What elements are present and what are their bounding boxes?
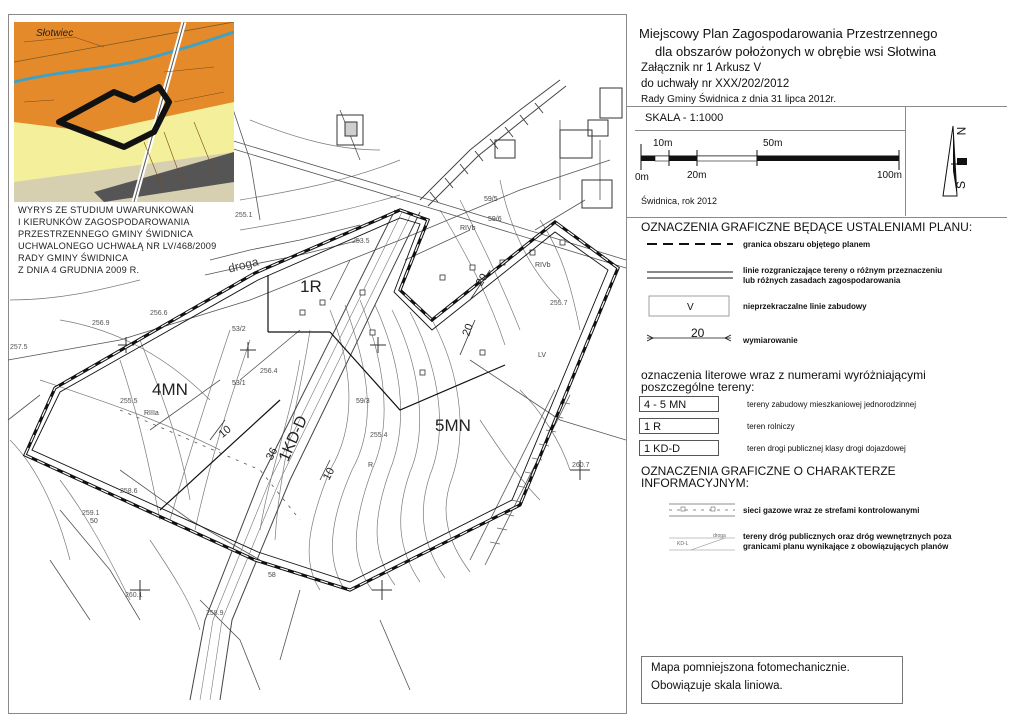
zones-heading-line2: poszczególne tereny: [641,380,755,394]
zone-desc-r: teren rolniczy [747,422,795,431]
zone-code-kdd: 1 KD-D [639,440,719,456]
wyrys-caption-line: PRZESTRZENNEGO GMINY ŚWIDNICA [18,229,194,239]
contour-label: 255.7 [550,300,568,307]
parcel-label: RIVb [460,225,476,232]
scale-tick-10m: 10m [653,138,673,149]
plan-title-line3: Załącznik nr 1 Arkusz V [641,62,762,74]
parcel-label: 59/5 [484,196,498,203]
parcel-label: 50 [90,518,98,525]
parcel-label: 59/6 [488,216,502,223]
legend-panel [626,14,1007,714]
plan-title-line5: Rady Gminy Świdnica z dnia 31 lipca 2012r. [641,94,837,105]
building-line-symbol: V [687,302,694,313]
scale-title: SKALA - 1:1000 [645,112,724,124]
zone-label-1r: 1R [300,277,322,296]
dimension-label-10a: 10 [216,423,234,441]
scale-tick-0m: 0m [635,172,649,183]
plan-title-line4: do uchwały nr XXX/202/2012 [641,78,790,90]
contour-label: 260.7 [572,462,590,469]
legend-info-gas: sieci gazowe wraz ze strefami kontrolowanymi [743,506,920,515]
road-symbol-label-kdl: KD-L [677,541,689,547]
dimension-label-36: 36 [263,445,281,463]
parcel-label: 53/2 [232,326,246,333]
buildings [337,88,622,208]
building-line-ticks [300,240,565,375]
contour-label: 258.6 [120,488,138,495]
legend-binding-symbols [645,238,735,348]
scale-tick-50m: 50m [763,138,783,149]
contour-label: 259.1 [82,510,100,517]
wyrys-caption-line: WYRYS ZE STUDIUM UWARUNKOWAŃ [18,205,194,215]
contour-label: 256.9 [92,320,110,327]
contour-label: 256.4 [260,368,278,375]
legend-info-roads: tereny dróg publicznych oraz dróg wewnętrznych poza granicami planu wynikające z obowiązujących planów [743,532,952,551]
dimension-lines [210,270,490,483]
parcel-label: 59/3 [356,398,370,405]
zone-label-1kdd: 1KD-D [276,413,312,465]
scale-tick-20m: 20m [687,170,707,181]
plan-title-line1: Miejscowy Plan Zagospodarowania Przestrzennego [639,26,938,41]
parcel-label: R [368,462,374,469]
survey-crosses [118,337,590,600]
parcel-label: 53/1 [232,380,246,387]
legend-binding-heading: OZNACZENIA GRAFICZNE BĘDĄCE USTALENIAMI PLANU: [641,220,973,234]
zone-desc-kdd: teren drogi publicznej klasy drogi dojazdowej [747,444,906,453]
parcel-label: RIIIa [144,410,159,417]
parcel-label: LV [538,352,547,359]
ne-road-hatch [490,402,570,544]
road-symbol-label-droga: droga [713,533,726,539]
contour-label: 253.5 [352,238,370,245]
zone-label-5mn: 5MN [435,416,471,435]
contour-label: 260.1 [125,592,143,599]
zone-code-mn: 4 - 5 MN [639,396,719,412]
dimension-label-20a: 20 [473,271,491,289]
note-line2: Obowiązuje skala liniowa. [651,680,783,692]
contour-label: 257.5 [10,344,28,351]
wyrys-caption-line: UCHWALONEGO UCHWAŁĄ NR LV/468/2009 [18,241,217,251]
parcel-label: 58 [268,572,276,579]
plan-title-line2: dla obszarów położonych w obrębie wsi Słotwina [655,44,937,59]
dimension-symbol: 20 [691,326,705,340]
wyrys-caption-line: Z DNIA 4 GRUDNIA 2009 R. [18,265,140,275]
zone-label-4mn: 4MN [152,380,188,399]
south-letter: S [954,180,969,190]
legend-item-dimensioning: wymiarowanie [743,336,798,345]
legend-item-boundary: granica obszaru objętego planem [743,240,871,249]
legend-info-heading-line1: OZNACZENIA GRAFICZNE O CHARAKTERZE [641,464,896,478]
scale-tick-100m: 100m [877,170,903,181]
wyrys-caption [18,204,216,276]
parcel-label: RIVb [535,262,551,269]
dimension-label-20b: 20 [460,322,476,338]
wyrys-caption-line: RADY GMINY ŚWIDNICA [18,253,129,263]
north-letter: N [954,126,969,136]
contour-label: 258.9 [206,610,224,617]
contour-label: 255.4 [370,432,388,439]
legend-info-heading-line2: INFORMACYJNYM: [641,476,749,490]
zone-code-r: 1 R [639,418,719,434]
wyrys-map [14,22,234,202]
contour-label: 255.1 [235,212,253,219]
legend-item-building-lines: nieprzekraczalne linie zabudowy [743,302,867,311]
wyrys-caption-line: I KIERUNKÓW ZAGOSPODAROWANIA [18,217,190,227]
zones-heading-line1: oznaczenia literowe wraz z numerami wyróżniającymi [641,368,926,382]
zone-desc-mn: tereny zabudowy mieszkaniowej jednorodzinnej [747,400,916,409]
dimension-label-10b: 10 [320,465,338,483]
place-date: Świdnica, rok 2012 [641,196,718,206]
wyrys-inset [14,22,234,202]
legend-info-symbols [667,498,737,558]
contour-label: 256.6 [150,310,168,317]
scale-rule [635,130,905,131]
contour-label: 255.5 [120,398,138,405]
wyrys-place-name: Słotwiec [36,28,74,39]
road-label-droga: droga [226,254,260,276]
legend-item-division-lines: linie rozgraniczające tereny o różnym przeznaczeniu lub różnych zasadach zagospodarowania [743,266,943,285]
note-line1: Mapa pomniejszona fotomechanicznie. [651,662,850,674]
